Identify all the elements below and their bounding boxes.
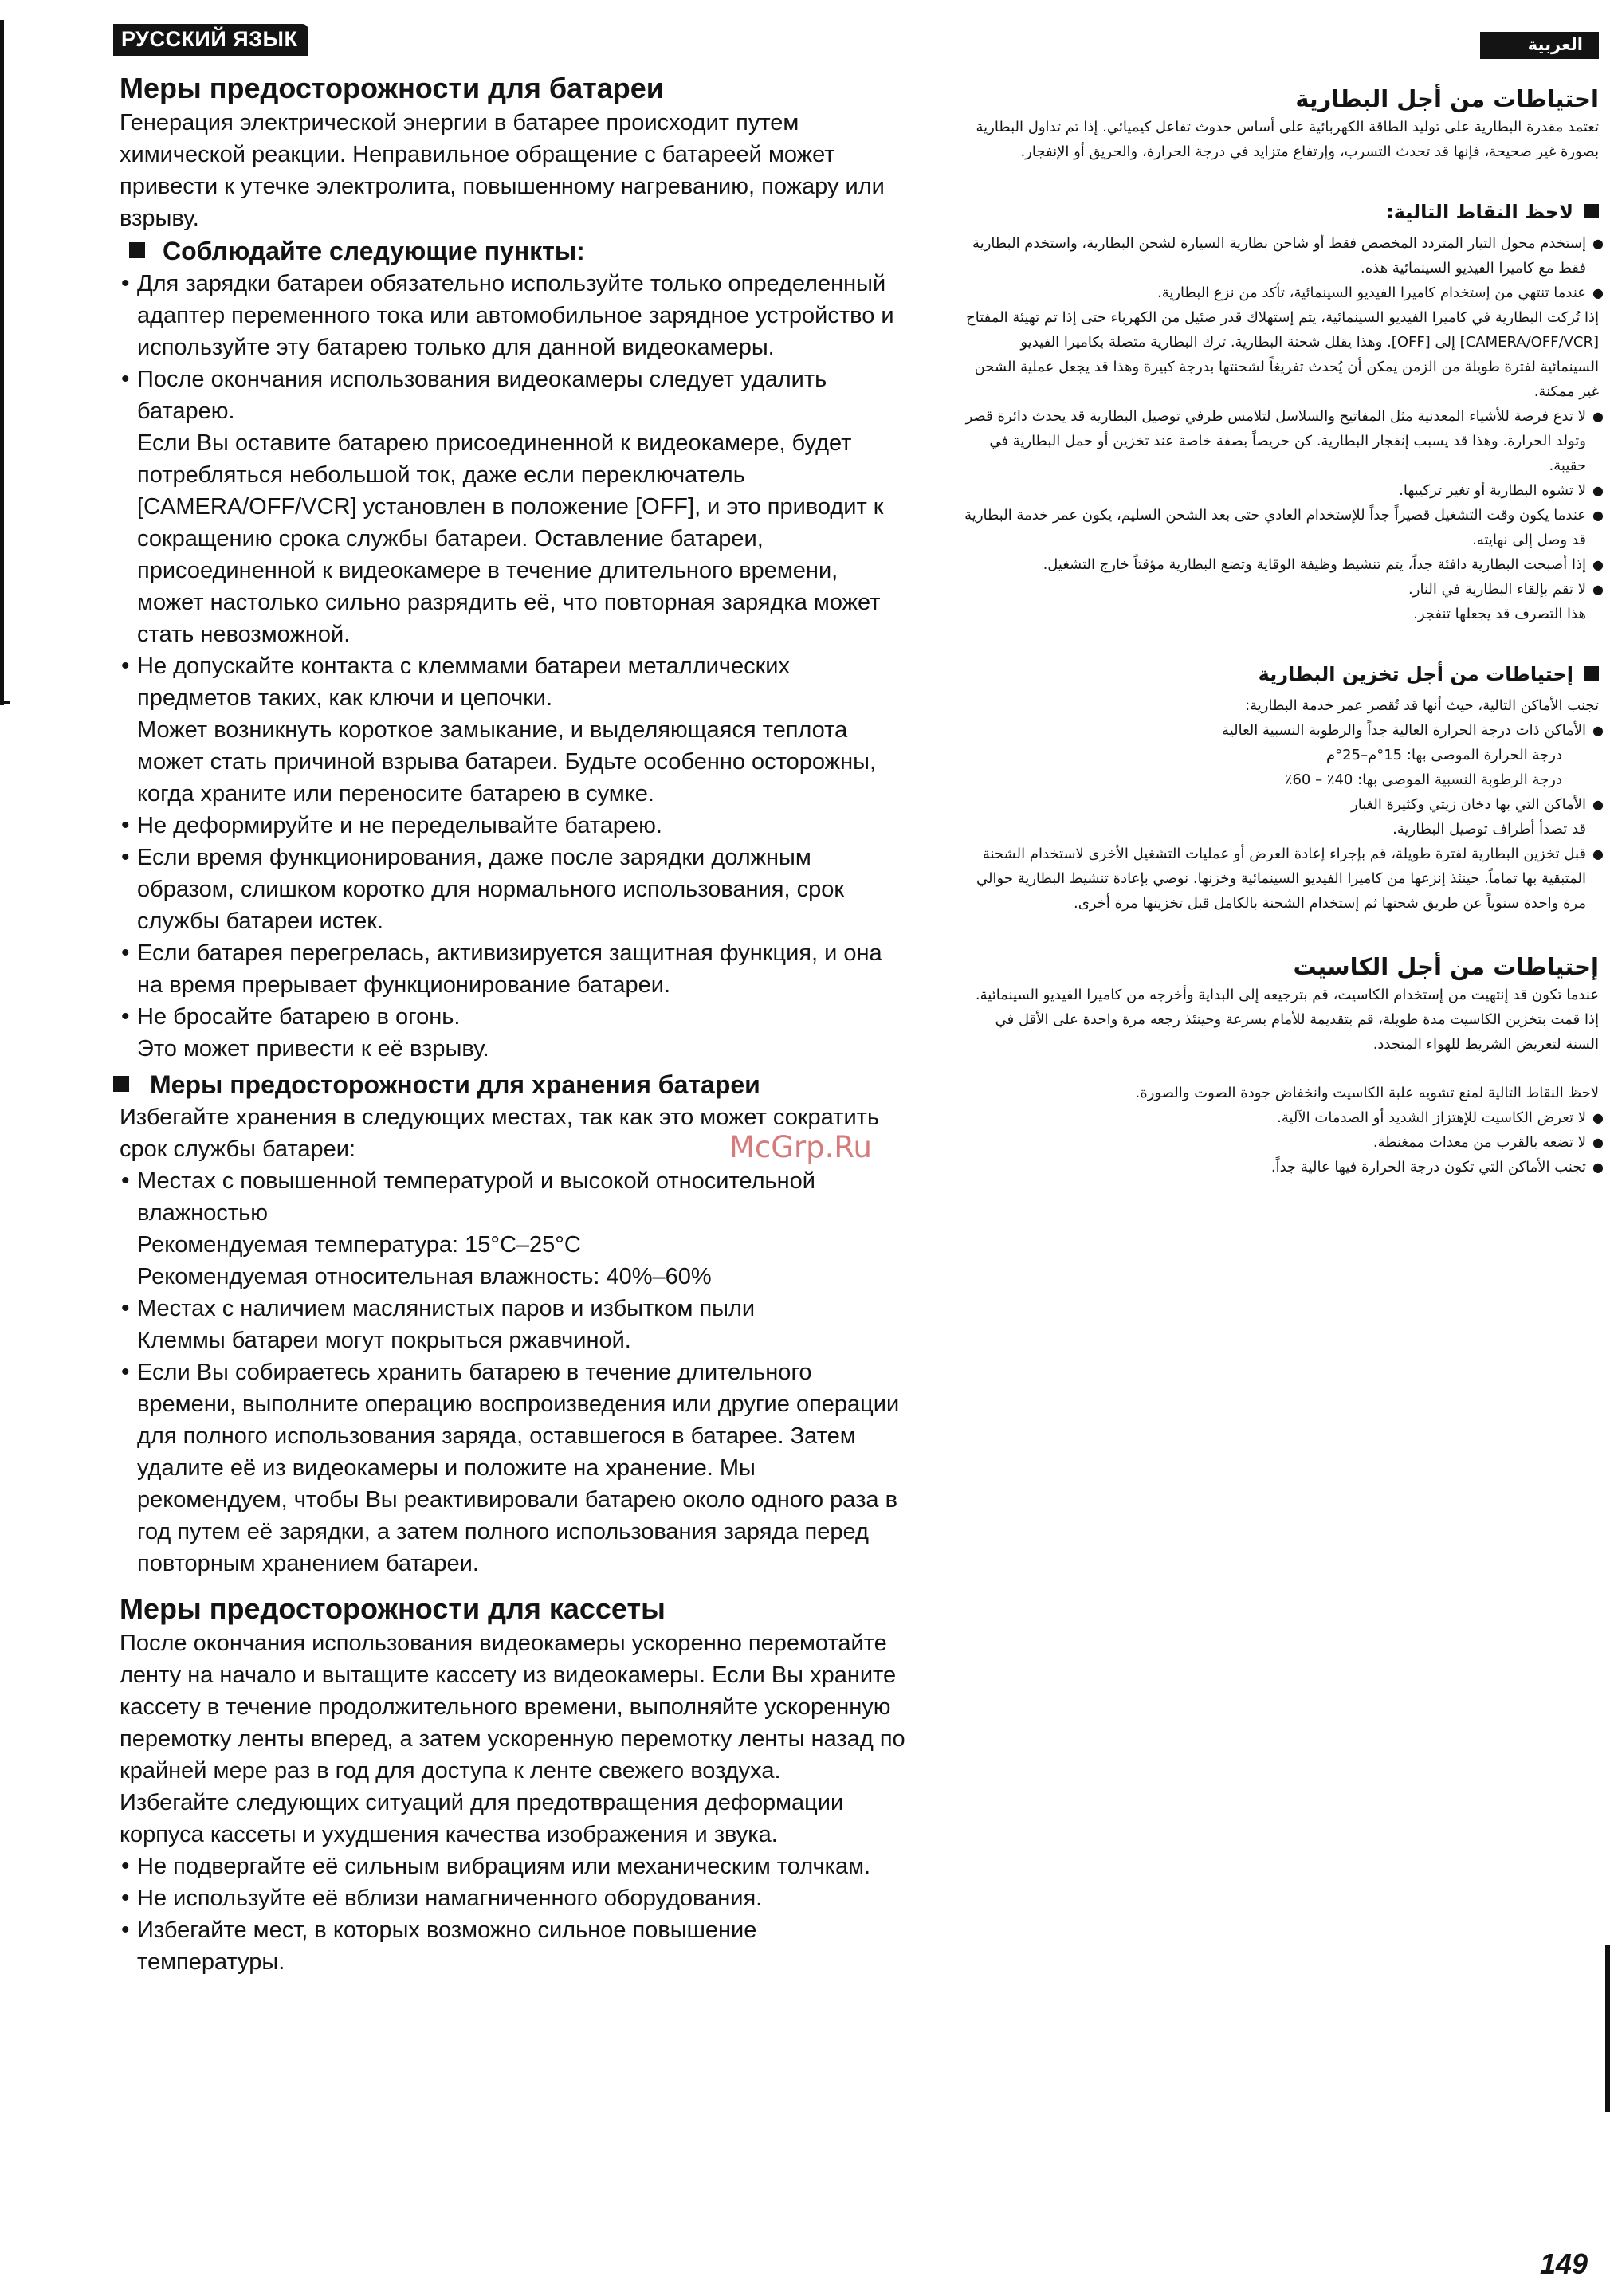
list-item (963, 552, 1604, 577)
page-number: 149 (1540, 2247, 1588, 2280)
storage-points-list (113, 1165, 910, 1580)
list-item-text: • Если батарея перегрелась, активизируется защитная функция, и она на время прерывает функционирование батареи. (137, 940, 882, 998)
battery-intro-paragraph: Генерация электрической энергии в батарее происходит путем химической реакции. Неправильное обращение с батареей может привести к утечке электролита, повышенному нагреванию, пожару или взрыву. (120, 110, 885, 231)
list-item (113, 1356, 910, 1580)
list-item (113, 1165, 910, 1293)
list-item-text: ● قبل تخزين البطارية لفترة طويلة، قم بإجراء إعادة العرض أو عمليات التشغيل الأخرى لاستخدام الشحنة المتبقية بها تماماً. حينئذ إنزعها من كاميرا الفيديو السينمائية وخزنها. نوصي بإعادة تنشيط البطارية حوالي مرة واحدة سنوياً عن طريق شحنها ثم إستخدام الشحنة بالكامل قبل تخزينها مرة أخرى. (976, 846, 1586, 912)
ar-cassette-paragraph-1: عندما تكون قد إنتهيت من إستخدام الكاسيت، قم بترجيعه إلى البداية وأخرجه من كاميرا الفيديو السينمائية. إذا قمت بتخزين الكاسيت مدة طويلة، قم بتقديمة للأمام بسرعة وحينئذ رجعه مرة واحدة على الأقل في السنة لتعريض الشريط للهواء المتجدد. (975, 987, 1599, 1053)
list-item (963, 842, 1604, 916)
right-edge-marker (1605, 1945, 1610, 2112)
list-item (113, 1001, 910, 1065)
list-item (113, 1851, 910, 1882)
list-item-text: قد تصدأ أطراف توصيل البطارية. (1392, 821, 1586, 838)
list-item-text: • Если время функционирования, даже после зарядки должным образом, слишком коротко для нормального использования, срок службы батареи истек. (137, 845, 845, 934)
battery-precautions-heading: Меры предосторожности для батареи (120, 72, 664, 104)
ar-observe-points-heading (963, 198, 1599, 226)
list-item (963, 1130, 1604, 1155)
ar-battery-points-list-2 (963, 404, 1607, 626)
ar-battery-points-list (963, 231, 1607, 305)
russian-language-tab: РУССКИЙ ЯЗЫК (113, 24, 308, 56)
list-item-text: • Не используйте её вблизи намагниченного оборудования. (137, 1886, 763, 1911)
list-item (963, 231, 1604, 281)
storage-precautions-label: Меры предосторожности для хранения батареи (150, 1070, 760, 1099)
ar-recommended-temperature: درجة الحرارة الموصى بها: 15°م–25°م (1326, 747, 1562, 763)
watermark-text: McGrp.Ru (729, 1130, 872, 1164)
storage-intro-paragraph: Избегайте хранения в следующих местах, так как это может сократить срок службы батареи: (120, 1105, 880, 1162)
cassette-paragraph-2: Избегайте следующих ситуаций для предотвращения деформации корпуса кассеты и ухудшения качества изображения и звука. (120, 1790, 844, 1847)
square-bullet-icon (129, 242, 145, 258)
list-item-text: • Не допускайте контакта с клеммами батареи металлических предметов таких, как ключи и цепочки. (137, 653, 790, 711)
russian-column (113, 24, 910, 1978)
list-item (963, 1105, 1604, 1130)
list-item-text: • Не бросайте батарею в огонь. (137, 1004, 461, 1030)
list-item-text: ● لا تضعه بالقرب من معدات ممغنطة. (1372, 1134, 1586, 1151)
ar-storage-precautions-label: إحتياطات من أجل تخزين البطارية (1258, 663, 1573, 685)
ar-storage-precautions-heading (963, 660, 1599, 689)
ar-cassette-points-list (963, 1105, 1607, 1179)
list-item-text: • Избегайте мест, в которых возможно сильное повышение температуры. (137, 1917, 757, 1975)
list-item-text: ● عندما يكون وقت التشغيل قصيراً جداً للإستخدام العادي حتى بعد الشحن السليم، يكون عمر خدمة البطارية قد وصل إلى نهايته. (964, 507, 1586, 548)
arabic-column (963, 32, 1607, 1179)
list-item-text: • Если Вы собираетесь хранить батарею в течение длительного времени, выполните операцию воспроизведения или другие операции для полного использования заряда, оставшегося в батарее. Затем удалите её из видеокамеры и положите на хранение. Мы рекомендуем, чтобы Вы реактивировали батарею около одного раза в год путем её зарядки, а затем полного использования заряда перед повторным хранением батареи. (137, 1360, 900, 1576)
battery-points-list (113, 268, 910, 1065)
square-bullet-icon (1584, 204, 1599, 218)
list-item (963, 718, 1604, 792)
square-bullet-icon (113, 1076, 129, 1092)
list-item (113, 363, 910, 650)
ar-storage-intro-paragraph: تجنب الأماكن التالية، حيث أنها قد تُقصر عمر خدمة البطارية: (1245, 697, 1599, 714)
recommended-humidity: Рекомендуемая относительная влажность: 40%–60% (137, 1264, 712, 1289)
list-item-text: • Для зарядки батареи обязательно используйте только определенный адаптер переменного тока или автомобильное зарядное устройство и используйте эту батарею только для данной видеокамеры. (137, 271, 894, 360)
list-item (113, 1882, 910, 1914)
list-item-text: ● تجنب الأماكن التي تكون درجة الحرارة فيها عالية جداً. (1270, 1159, 1586, 1175)
list-item (113, 268, 910, 363)
list-item-text: ● الأماكن التي بها دخان زيتي وكثيرة الغبار (1351, 796, 1586, 813)
list-item (963, 281, 1604, 305)
observe-points-label: Соблюдайте следующие пункты: (163, 237, 585, 265)
list-item-text: ● لا تشوه البطارية أو تغير تركيبها. (1399, 482, 1586, 499)
list-item (113, 842, 910, 937)
list-item-text: ● لا تقم بإلقاء البطارية في النار. (1408, 581, 1586, 598)
list-item-text: Может возникнуть короткое замыкание, и выделяющаяся теплота может стать причиной взрыва батареи. Будьте особенно осторожны, когда храните или переносите батарею в сумке. (137, 717, 876, 807)
list-item-text: Если Вы оставите батарею присоединенной к видеокамере, будет потребляться небольшой ток, даже если переключатель [CAMERA/OFF/VCR] установлен в положение [OFF], и это приводит к сокращению срока службы батареи. Оставление батареи, присоединенной к видеокамере в течение длительного времени, может настолько сильно разрядить её, что повторная зарядка может стать невозможной. (137, 430, 884, 647)
list-item (113, 650, 910, 810)
list-item-text: هذا التصرف قد يجعلها تنفجر. (1413, 606, 1586, 622)
list-item (963, 478, 1604, 503)
ar-observe-points-label: لاحظ النقاط التالية: (1386, 201, 1573, 223)
list-item-text: ● الأماكن ذات درجة الحرارة العالية جداً والرطوبة النسبية العالية (1222, 722, 1586, 739)
ar-cassette-paragraph-2: لاحظ النقاط التالية لمنع تشويه علبة الكاسيت وانخفاض جودة الصوت والصورة. (1135, 1085, 1599, 1101)
list-item-text: ● لا تعرض الكاسيت للإهتزاز الشديد أو الصدمات الآلية. (1277, 1109, 1586, 1126)
list-item-text: ● إذا أصبحت البطارية دافئة جداً، يتم تنشيط وظيفة الوقاية وتضع البطارية مؤقتاً خارج التشغيل. (1043, 556, 1586, 573)
list-item-text: • Не подвергайте её сильным вибрациям или механическим толчкам. (137, 1854, 871, 1879)
list-item (113, 810, 910, 842)
list-item (963, 1155, 1604, 1179)
storage-precautions-heading (113, 1068, 910, 1101)
list-item (113, 937, 910, 1001)
list-item (113, 1293, 910, 1356)
list-item-text: Клеммы батареи могут покрыться ржавчиной. (137, 1328, 631, 1353)
ar-cassette-precautions-heading: إحتياطات من أجل الكاسيت (1293, 953, 1599, 980)
list-item-text: ● لا تدع فرصة للأشياء المعدنية مثل المفاتيح والسلاسل لتلامس طرفي توصيل البطارية قد يحدث دائرة قصر وتولد الحرارة. وهذا قد يسبب إنفجار البطارية. كن حريصاً بصفة خاصة عند تخزين أو حمل البطارية في حقيبة. (965, 408, 1586, 474)
list-item (113, 1914, 910, 1978)
ar-battery-precautions-heading: احتياطات من أجل البطارية (1295, 85, 1599, 112)
left-edge-tick (0, 701, 10, 704)
ar-storage-points-list (963, 718, 1607, 916)
ar-battery-drain-paragraph: إذا تُركت البطارية في كاميرا الفيديو السينمائية، يتم إستهلاك قدر ضئيل من الكهرباء حتى إذا تم تهيئة المفتاح [CAMERA/OFF/VCR] إلى [OFF]. وهذا يقلل شحنة البطارية. ترك البطارية متصلة بكاميرا الفيديو السينمائية لفترة طويلة من الزمن يمكن أن يُحدث تفريغاً لشحنتها بدرجة كبيرة وهذا قد يجعل عملية الشحن غير ممكنة. (966, 309, 1599, 400)
list-item-text: Это может привести к её взрыву. (137, 1036, 489, 1062)
recommended-temperature: Рекомендуемая температура: 15°C–25°C (137, 1232, 581, 1258)
list-item-text: • Местах с наличием маслянистых паров и избытком пыли (137, 1296, 756, 1321)
list-item-text: • Местах с повышенной температурой и высокой относительной влажностью (137, 1168, 815, 1226)
cassette-precautions-heading: Меры предосторожности для кассеты (120, 1592, 666, 1625)
cassette-paragraph-1: После окончания использования видеокамеры ускоренно перемотайте ленту на начало и вытащите кассету из видеокамеры. Если Вы храните кассету в течение продолжительного времени, выполняйте ускоренную перемотку ленты вперед, а затем ускоренную перемотку ленты назад по крайней мере раз в год для доступа к ленте свежего воздуха. (120, 1631, 905, 1784)
list-item (963, 404, 1604, 478)
arabic-language-tab: العربية (1480, 32, 1599, 59)
cassette-points-list (113, 1851, 910, 1978)
square-bullet-icon (1584, 666, 1599, 681)
list-item (963, 792, 1604, 842)
list-item-text: ● إستخدم محول التيار المتردد المخصص فقط أو شاحن بطارية السيارة لشحن البطارية، واستخدم البطارية فقط مع كاميرا الفيديو السينمائية هذه. (972, 235, 1586, 277)
ar-battery-intro-paragraph: تعتمد مقدرة البطارية على توليد الطاقة الكهربائية على أساس حدوث تفاعل كيميائي. إذا تم تداول البطارية بصورة غير صحيحة، فإنها قد تحدث التسرب، وإرتفاع متزايد في درجة الحرارة، والحريق أو الإنفجار. (976, 119, 1599, 160)
list-item (963, 577, 1604, 626)
list-item-text: ● عندما تنتهي من إستخدام كاميرا الفيديو السينمائية، تأكد من نزع البطارية. (1156, 285, 1586, 301)
ar-recommended-humidity: درجة الرطوبة النسبية الموصى بها: 40٪ – 60٪ (1284, 771, 1562, 788)
list-item (963, 503, 1604, 552)
left-edge-rule (0, 20, 4, 705)
list-item-text: • После окончания использования видеокамеры следует удалить батарею. (137, 367, 827, 424)
list-item-text: • Не деформируйте и не переделывайте батарею. (137, 813, 662, 838)
observe-points-heading (129, 234, 910, 268)
